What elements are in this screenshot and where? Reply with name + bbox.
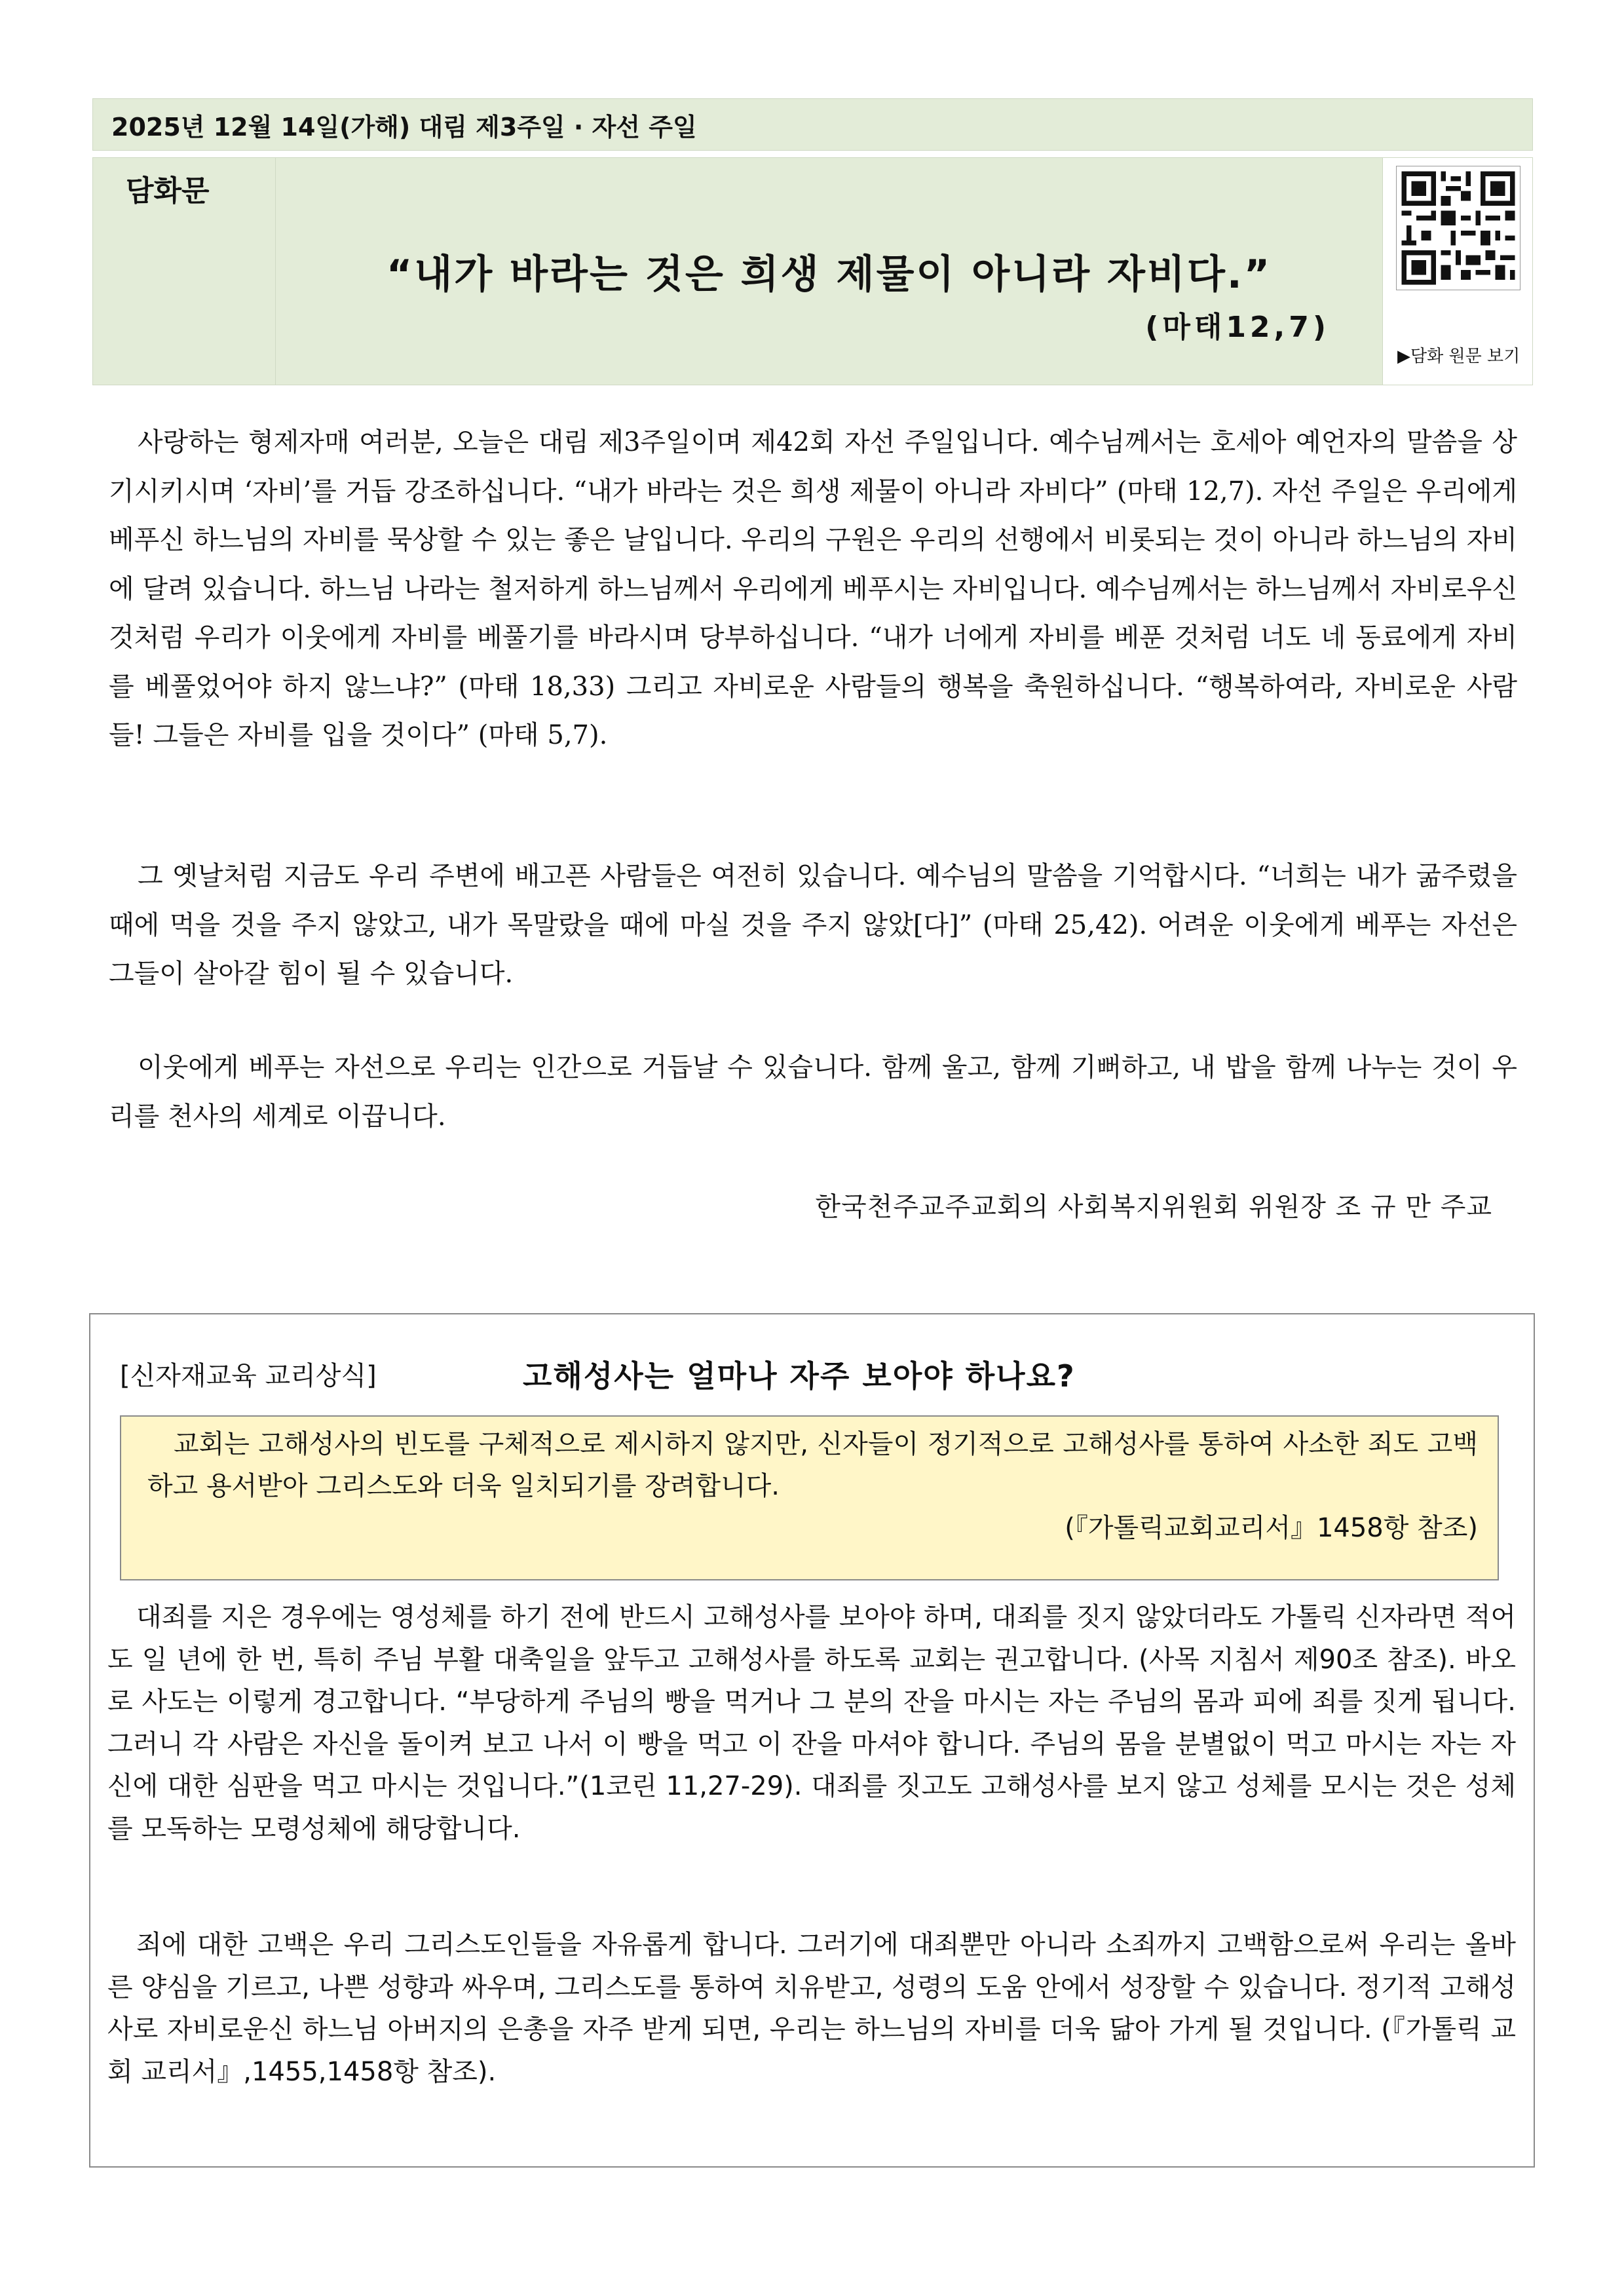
signature: 한국천주교주교회의 사회복지위원회 위원장 조 규 만 주교 [815, 1192, 1492, 1222]
message-paragraph-2: 그 옛날처럼 지금도 우리 주변에 배고픈 사람들은 여전히 있습니다. 예수님의 말씀을 기억합시다. “너희는 내가 굶주렸을 때에 먹을 것을 주지 않았고, 내가 목말랐을 때에 마실 것을 주지 않았[다]” (마태 25,42). 어려운 이웃에게 베푸는 자선은 그들이 살아갈 힘이 될 수 있습니다. [109, 861, 1517, 989]
quote-cell [275, 158, 1382, 385]
message-paragraph-1: 사랑하는 형제자매 여러분, 오늘은 대림 제3주일이며 제42회 자선 주일입니다. 예수님께서는 호세아 예언자의 말씀을 상기시키시며 ‘자비’를 거듭 강조하십니다. “내가 바라는 것은 희생 제물이 아니라 자비다” (마태 12,7). 자선 주일은 우리에게 베푸신 하느님의 자비를 묵상할 수 있는 좋은 날입니다. 우리의 구원은 우리의 선행에서 비롯되는 것이 아니라 하느님의 자비에 달려 있습니다. 하느님 나라는 철저하게 하느님께서 우리에게 베푸시는 자비입니다. 예수님께서는 하느님께서 자비로우신 것처럼 우리가 이웃에게 자비를 베풀기를 바라시며 당부하십니다. “내가 너에게 자비를 베푼 것처럼 너도 네 동료에게 자비를 베풀었어야 하지 않느냐?” (마태 18,33) 그리고 자비로운 사람들의 행복을 축원하십니다. “행복하여라, 자비로운 사람들! 그들은 자비를 입을 것이다” (마태 5,7). [109, 427, 1517, 750]
date-line: 2025년 12월 14일(가해) 대림 제3주일 · 자선 주일 [111, 112, 697, 142]
title-box [92, 157, 1533, 385]
summary-text: 교회는 고해성사의 빈도를 구체적으로 제시하지 않지만, 신자들이 정기적으로 고해성사를 통하여 사소한 죄도 고백하고 용서받아 그리스도와 더욱 일치되기를 장려합니다. [147, 1429, 1478, 1501]
document-label: 담화문 [126, 174, 210, 208]
view-original-link[interactable]: ▶담화 원문 보기 [1397, 347, 1520, 366]
label-cell [93, 158, 275, 385]
quote-reference: (마태12,7) [1145, 311, 1330, 344]
date-bar [92, 98, 1533, 151]
catechism-paragraph-2: 죄에 대한 고백은 우리 그리스도인들을 자유롭게 합니다. 그러기에 대죄뿐만 아니라 소죄까지 고백함으로써 우리는 올바른 양심을 기르고, 나쁜 성향과 싸우며, 그리스도를 통하여 치유받고, 성령의 도움 안에서 성장할 수 있습니다. 정기적 고해성사로 자비로운신 하느님 아버지의 은총을 자주 받게 되면, 우리는 하느님의 자비를 더욱 닮아 가게 될 것입니다. (『가톨릭 교회 교리서』,1455,1458항 참조). [107, 1930, 1516, 2087]
catechism-tag: [신자재교육 교리상식] [120, 1361, 377, 1391]
headline-quote: “내가 바라는 것은 희생 제물이 아니라 자비다.” [386, 252, 1272, 297]
message-paragraph-3: 이웃에게 베푸는 자선으로 우리는 인간으로 거듭날 수 있습니다. 함께 울고, 함께 기뻐하고, 내 밥을 함께 나누는 것이 우리를 천사의 세계로 이끕니다. [109, 1052, 1517, 1132]
catechism-box [89, 1313, 1535, 2168]
catechism-paragraph-1: 대죄를 지은 경우에는 영성체를 하기 전에 반드시 고해성사를 보아야 하며, 대죄를 짓지 않았더라도 가톨릭 신자라면 적어도 일 년에 한 번, 특히 주님 부활 대축일을 앞두고 고해성사를 하도록 교회는 권고합니다. (사목 지침서 제90조 참조). 바오로 사도는 이렇게 경고합니다. “부당하게 주님의 빵을 먹거나 그 분의 잔을 마시는 자는 주님의 몸과 피에 죄를 짓게 됩니다. 그러니 각 사람은 자신을 돌이켜 보고 나서 이 빵을 먹고 이 잔을 마셔야 합니다. 주님의 몸을 분별없이 먹고 마시는 자는 자신에 대한 심판을 먹고 마시는 것입니다.”(1코린 11,27-29). 대죄를 짓고도 고해성사를 보지 않고 성체를 모시는 것은 성체를 모독하는 모령성체에 해당합니다. [107, 1602, 1516, 1844]
summary-box [120, 1415, 1499, 1580]
catechism-title: 고해성사는 얼마나 자주 보아야 하나요? [523, 1358, 1076, 1394]
qr-cell [1382, 158, 1532, 385]
qr-code-icon[interactable] [1396, 166, 1520, 290]
summary-reference: (『가톨릭교회교리서』1458항 참조) [1065, 1513, 1478, 1543]
